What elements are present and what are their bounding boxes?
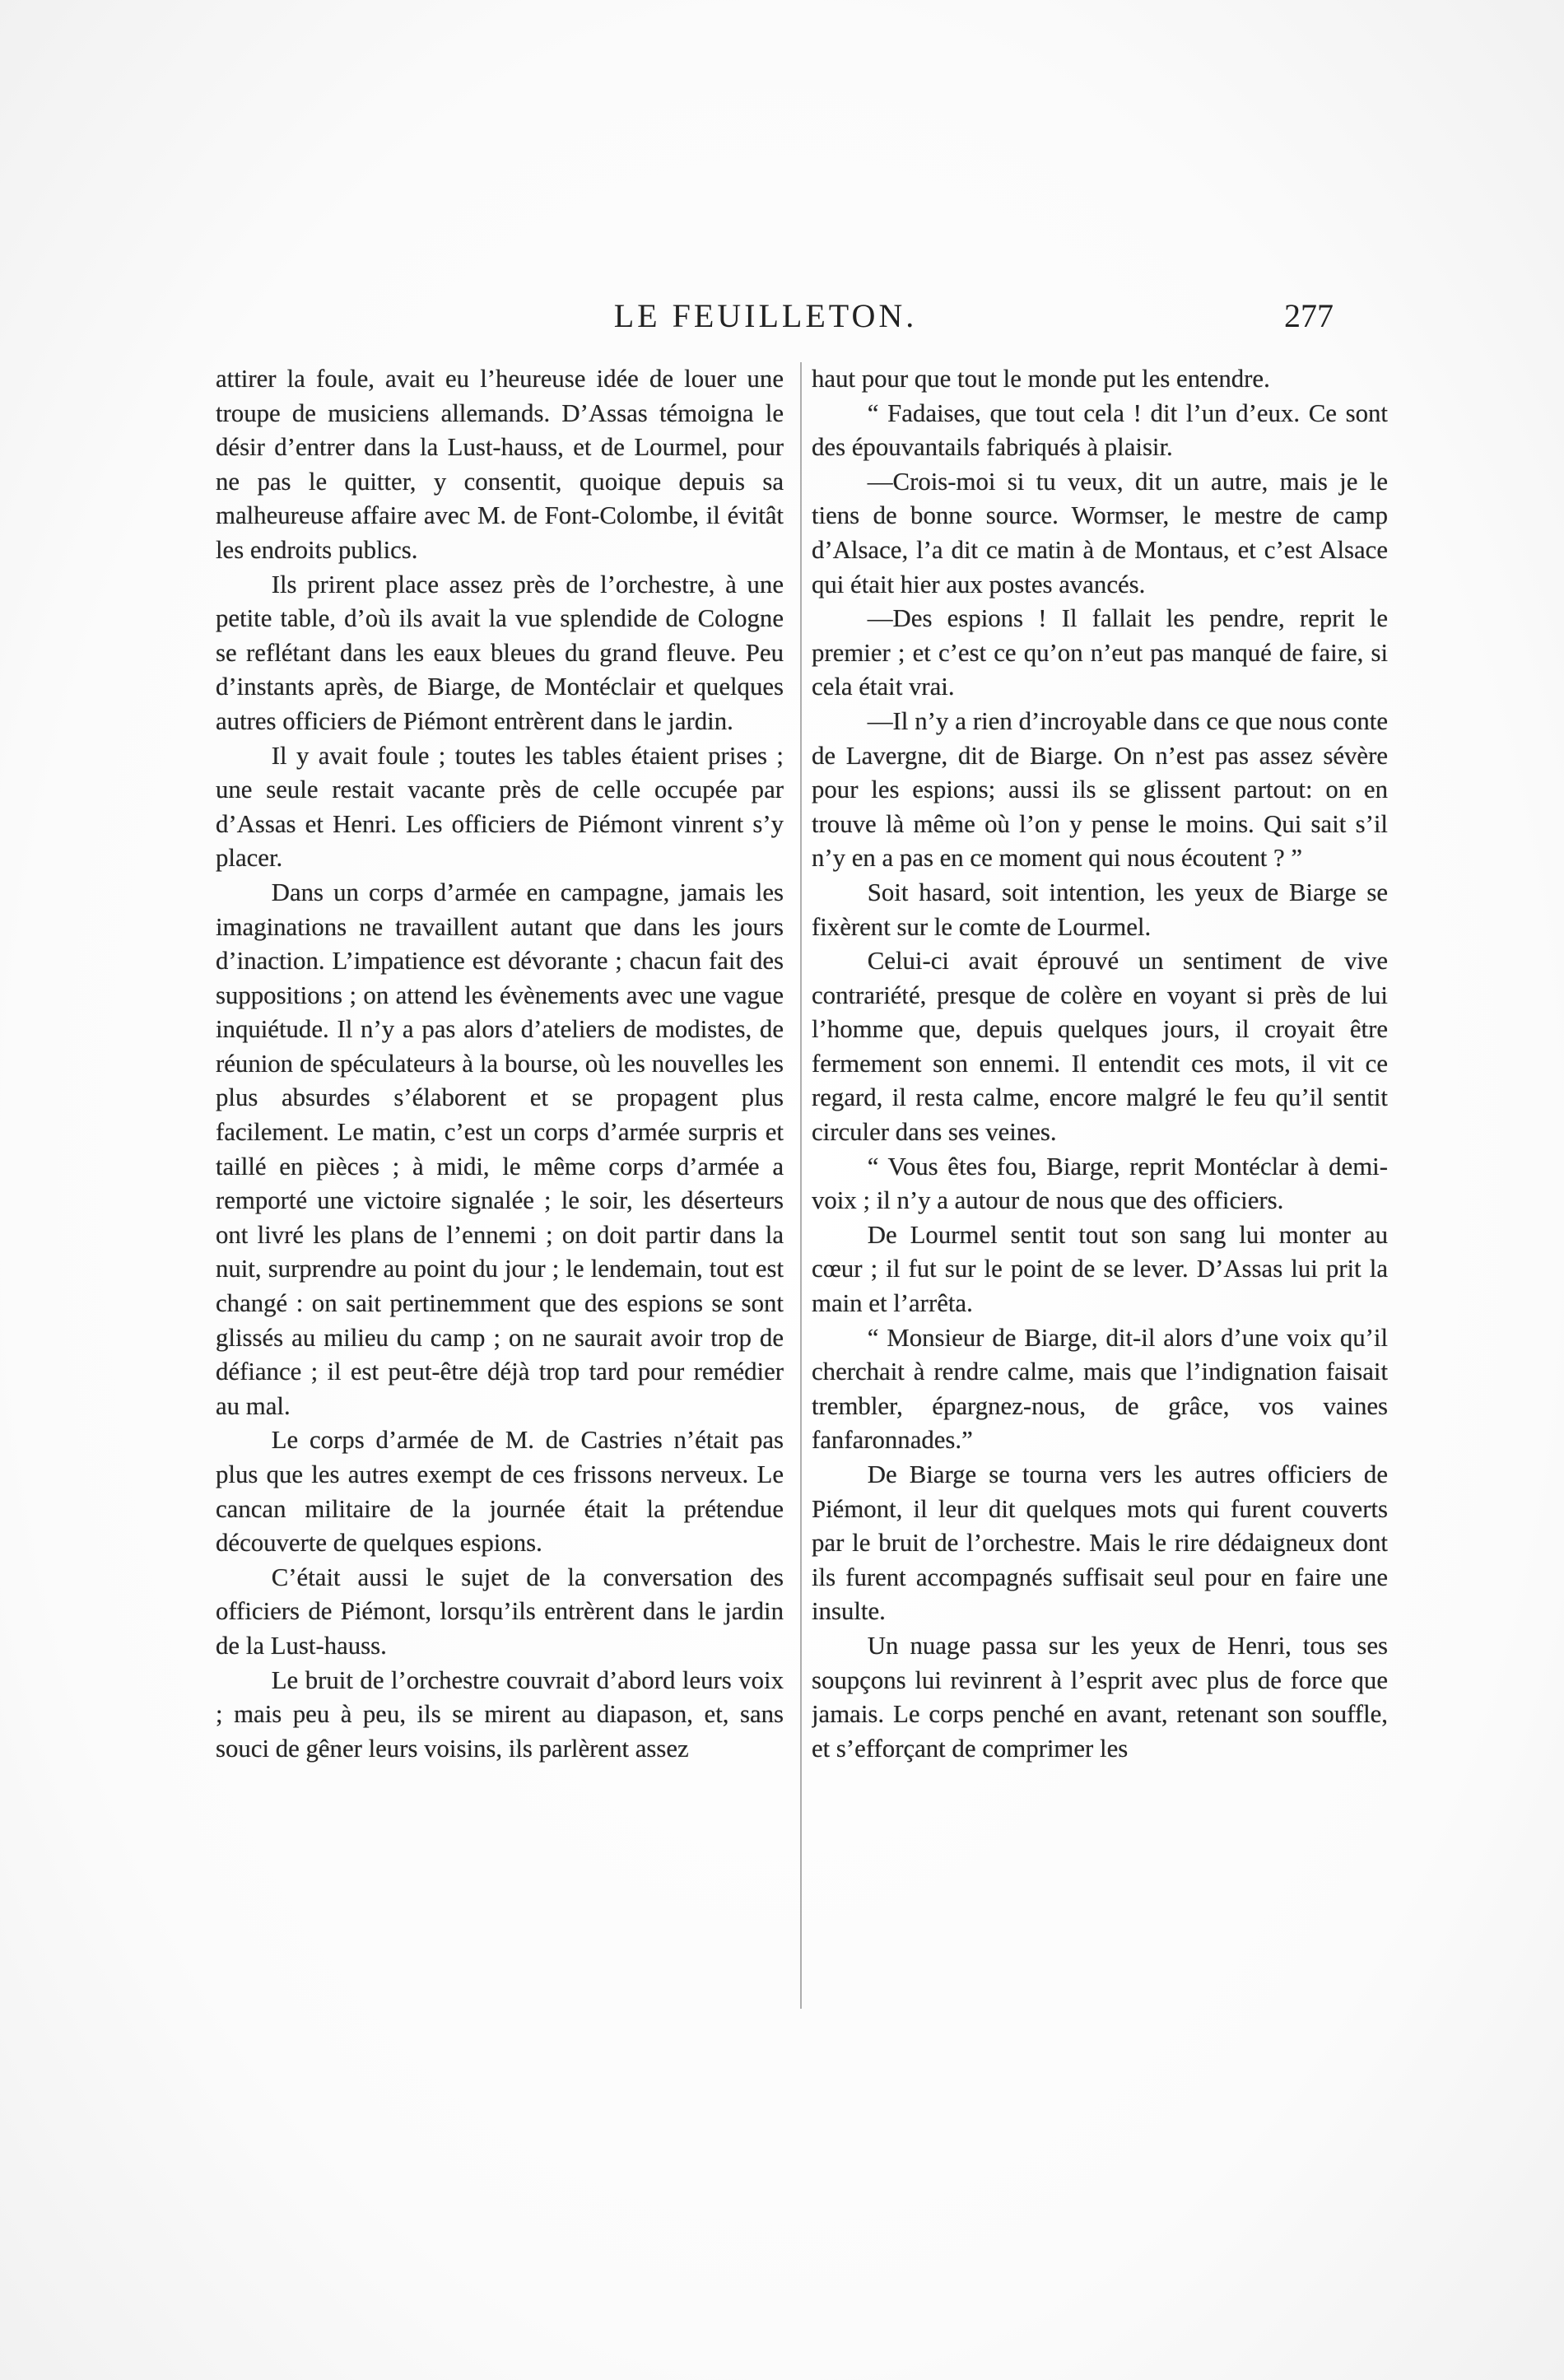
- paragraph: haut pour que tout le monde put les entendre.: [812, 365, 1270, 393]
- paragraph: Il y avait foule ; toutes les tables étaient prises ; une seule restait vacante près de celle occupée par d’Assas et Henri. Les officiers de Piémont vinrent s’y placer.: [216, 741, 784, 873]
- paragraph: Dans un corps d’armée en campagne, jamais les imaginations ne travaillent autant que dans les jours d’inaction. L’impatience est dévorante ; chacun fait des suppositions ; on attend les évènements avec une vague inquiétude. Il n’y a pas alors d’ateliers de modistes, de réunion de spéculateurs à la bourse, où les nouvelles les plus absurdes s’élaborent et se propagent plus facilement. Le matin, c’est un corps d’armée surpris et taillé en pièces ; à midi, le même corps d’armée a remporté une victoire signalée ; le soir, les déserteurs ont livré les plans de l’ennemi ; on doit partir dans la nuit, surprendre au point du jour ; le lendemain, tout est changé : on sait pertinemment que des espions se sont glissés au milieu du camp ; on ne saurait avoir trop de défiance ; il est peut-être déjà trop tard pour remédier au mal.: [216, 878, 784, 1420]
- page-number: 277: [1284, 297, 1334, 334]
- paragraph: De Lourmel sentit tout son sang lui monter au cœur ; il fut sur le point de se lever. D’Assas lui prit la main et l’arrêta.: [812, 1220, 1388, 1318]
- left-column: [216, 362, 784, 2009]
- paragraph: attirer la foule, avait eu l’heureuse idée de louer une troupe de musiciens allemands. D’Assas témoigna le désir d’entrer dans la Lust-hauss, et de Lourmel, pour ne pas le quitter, y consentit, quoique depuis sa malheureuse affaire avec M. de Font-Colombe, il évitât les endroits publics.: [216, 365, 784, 564]
- paragraph: Le bruit de l’orchestre couvrait d’abord leurs voix ; mais peu à peu, ils se mirent au diapason, et, sans souci de gêner leurs voisins, ils parlèrent assez: [216, 1665, 784, 1763]
- running-title: LE FEUILLETON.: [613, 297, 918, 334]
- paragraph: Soit hasard, soit intention, les yeux de Biarge se fixèrent sur le comte de Lourmel.: [812, 878, 1388, 941]
- paragraph: Ils prirent place assez près de l’orchestre, à une petite table, d’où ils avait la vue splendide de Cologne se reflétant dans les eaux bleues du grand fleuve. Peu d’instants après, de Biarge, de Montéclair et quelques autres officiers de Piémont entrèrent dans le jardin.: [216, 570, 784, 735]
- paragraph: “ Monsieur de Biarge, dit-il alors d’une voix qu’il cherchait à rendre calme, mais que l’indignation faisait trembler, épargnez-nous, de grâce, vos vaines fanfaronnades.”: [812, 1323, 1388, 1455]
- paragraph: C’était aussi le sujet de la conversation des officiers de Piémont, lorsqu’ils entrèrent dans le jardin de la Lust-hauss.: [216, 1563, 784, 1660]
- paragraph: —Des espions ! Il fallait les pendre, reprit le premier ; et c’est ce qu’on n’eut pas manqué de faire, si cela était vrai.: [812, 604, 1388, 701]
- right-column: [812, 362, 1388, 2009]
- paragraph: De Biarge se tourna vers les autres officiers de Piémont, il leur dit quelques mots qui furent couverts par le bruit de l’orchestre. Mais le rire dédaigneux dont ils furent accompagnés suffisait seul pour en faire une insulte.: [812, 1460, 1388, 1626]
- paragraph: —Crois-moi si tu veux, dit un autre, mais je le tiens de bonne source. Wormser, le mestre de camp d’Alsace, l’a dit ce matin à de Montaus, et c’est Alsace qui était hier aux postes avancés.: [812, 467, 1388, 598]
- paragraph: Un nuage passa sur les yeux de Henri, tous ses soupçons lui revinrent à l’esprit avec plus de force que jamais. Le corps penché en avant, retenant son souffle, et s’efforçant de comprimer les: [812, 1631, 1388, 1763]
- paragraph: “ Vous êtes fou, Biarge, reprit Montéclar à demi-voix ; il n’y a autour de nous que des officiers.: [812, 1152, 1388, 1215]
- page-header: [198, 296, 1334, 346]
- column-divider: [800, 362, 802, 2009]
- paragraph: Celui-ci avait éprouvé un sentiment de vive contrariété, presque de colère en voyant si près de lui l’homme que, depuis quelques jours, il croyait être fermement son ennemi. Il entendit ces mots, il vit ce regard, il resta calme, encore malgré le feu qu’il sentit circuler dans ses veines.: [812, 947, 1388, 1147]
- paragraph: —Il n’y a rien d’incroyable dans ce que nous conte de Lavergne, dit de Biarge. On n’est pas assez sévère pour les espions; aussi ils se glissent partout: on en trouve là même où l’on y pense le moins. Qui sait s’il n’y en a pas en ce moment qui nous écoutent ? ”: [812, 706, 1388, 873]
- paragraph: Le corps d’armée de M. de Castries n’était pas plus que les autres exempt de ces frissons nerveux. Le cancan militaire de la journée était la prétendue découverte de quelques espions.: [216, 1426, 784, 1558]
- paragraph: “ Fadaises, que tout cela ! dit l’un d’eux. Ce sont des épouvantails fabriqués à plaisir.: [812, 398, 1388, 462]
